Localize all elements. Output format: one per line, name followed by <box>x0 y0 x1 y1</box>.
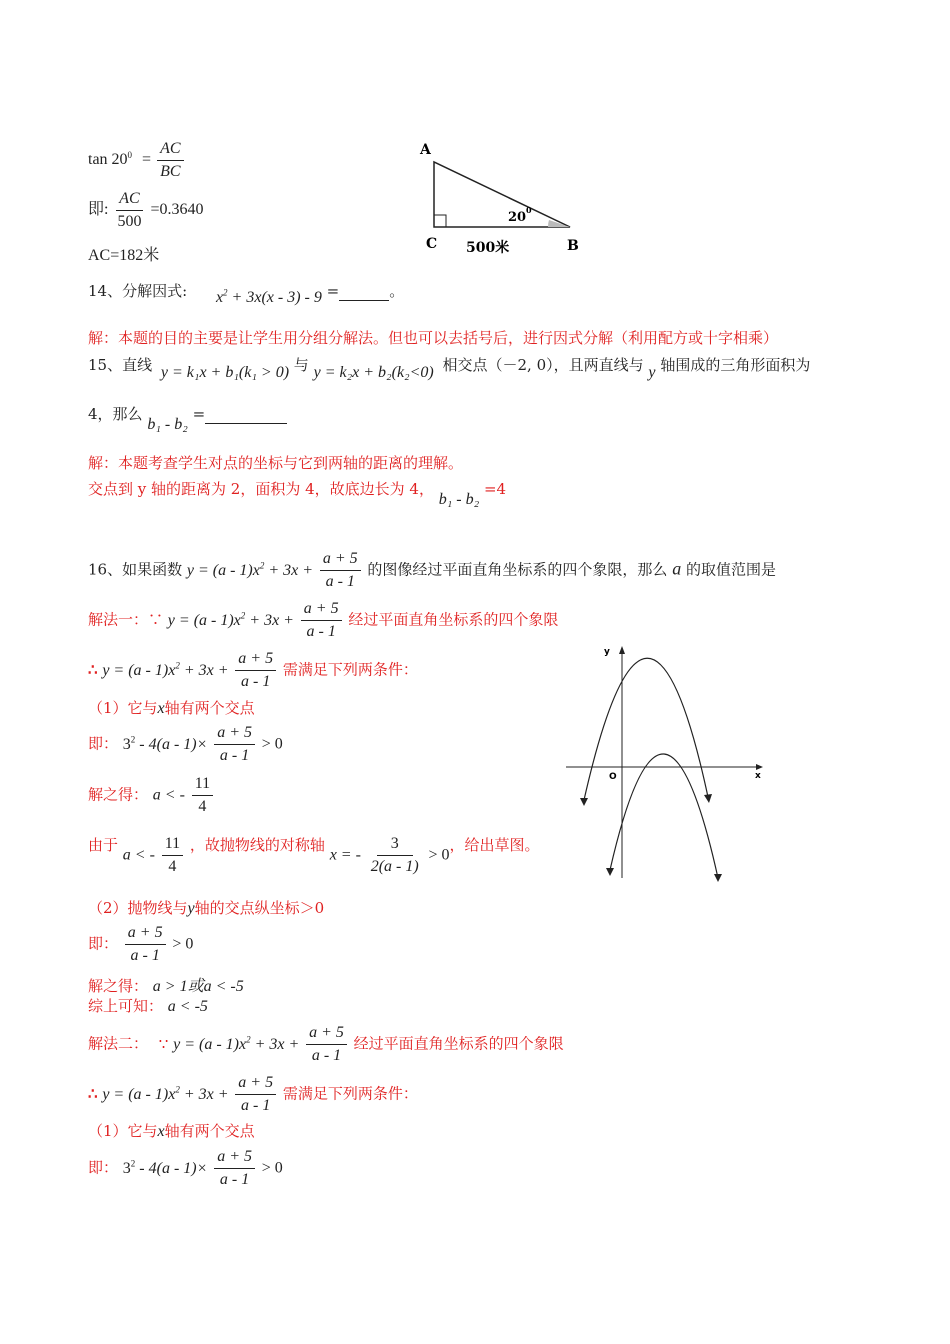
m1-cond1 <box>88 697 255 718</box>
parabola-lower <box>610 754 718 878</box>
ji-denominator: 500 <box>117 213 142 230</box>
m1-cond2-y: y <box>187 900 195 917</box>
m1-therefore-func: $y = (a - 1)x^2 + 3x$ + <box>102 660 229 679</box>
m2t-frac-den: a - 1 <box>241 1097 271 1114</box>
m1-axis-num: 3 <box>377 833 413 856</box>
tan-fraction <box>157 138 183 183</box>
m2-disc <box>88 1146 283 1191</box>
q16-question <box>88 548 776 593</box>
m2-disc-pre: 3 <box>122 1159 131 1177</box>
m2-disc-mid: - 4(a - 1)× <box>135 1159 208 1177</box>
m1d-frac-den: a - 1 <box>219 747 250 764</box>
q14-question <box>88 280 405 306</box>
m2-fraction <box>306 1022 347 1067</box>
m1-therefore-sign: ∴ <box>88 660 98 679</box>
q16-text-pre: 16、如果函数 <box>88 560 183 579</box>
m1-fraction <box>301 598 342 643</box>
tan-denominator: BC <box>160 163 181 180</box>
m1-disc-mid: - 4(a - 1)× <box>135 735 208 753</box>
q15-conj: 与 <box>293 356 309 374</box>
m2-disc-frac <box>214 1146 255 1191</box>
vertex-a-label: A <box>420 142 431 158</box>
m1-axis-pre: x = - <box>329 846 361 864</box>
m2-cond1-x: x <box>157 1123 165 1140</box>
m1-cond2-eq <box>88 922 193 967</box>
m2-therefore-func: $y = (a - 1)x^2 + 3x$ + <box>102 1084 229 1103</box>
m2-disc-expr: $3^2 - 4(a - 1)\times$ <box>122 1158 208 1177</box>
y-axis-label: y <box>604 647 610 657</box>
m1-cond1-pre: （1）它与 <box>88 699 158 717</box>
m1c2-frac-den: a - 1 <box>130 947 160 964</box>
q15-sol2-text: 交点到 y 轴的距离为 2，面积为 4，故底边长为 4， <box>88 480 434 498</box>
m1c2-frac-num: a + 5 <box>125 922 166 945</box>
parabola-lower-arrow-right <box>714 874 722 882</box>
m1-cond2-pre: （2）抛物线与 <box>88 899 188 917</box>
parabola-upper-arrow-right <box>704 794 712 803</box>
q14-expression <box>216 289 322 306</box>
m1-axis-frac <box>368 833 422 878</box>
m1-cond2-frac <box>125 922 166 967</box>
m1-frac-den: a - 1 <box>306 623 336 640</box>
q15-rest2: 轴围成的三角形面积为 <box>660 356 811 374</box>
m1-ji-2: 即： <box>88 934 119 953</box>
q16-frac-den: a - 1 <box>325 573 355 590</box>
m1-solve1-den: 4 <box>198 798 207 815</box>
m1-disc-post: > 0 <box>261 735 283 753</box>
q15-expr: b₁ - b₂ <box>147 416 188 433</box>
m1-solve-label: 解之得： <box>88 785 149 804</box>
parabola-sketch <box>560 642 770 882</box>
q15-equals: = <box>192 405 206 423</box>
m1-func-mid: + 3x + <box>245 611 294 629</box>
x-axis-label: x <box>755 771 761 781</box>
q14-end: 。 <box>389 282 405 300</box>
q14-answer-blank <box>339 300 389 301</box>
parabola-upper <box>584 658 708 800</box>
m1-need: 需满足下列两条件： <box>282 660 418 679</box>
m1t-fraction <box>235 648 276 693</box>
m1-cond1-x: x <box>157 700 165 717</box>
q15-answer-blank <box>205 423 287 424</box>
triangle-shape <box>434 162 570 227</box>
m1-axis-post: > 0 <box>428 846 450 864</box>
q15-question-line1 <box>88 354 811 381</box>
y-axis-arrow <box>619 646 625 654</box>
q15-yvar: y <box>648 364 656 381</box>
q14-expr-rest: + 3x(x - 3) - 9 <box>227 289 322 306</box>
angle-label: 20 <box>508 210 527 225</box>
triangle-figure <box>410 138 590 263</box>
vertex-c-label: C <box>426 236 438 252</box>
m2-cond1-pre: （1）它与 <box>88 1122 158 1140</box>
m1-ji: 即： <box>88 734 119 753</box>
m2-func-mid: + 3x + <box>250 1035 300 1053</box>
m1t-func-pre: y = (a - 1)x <box>102 661 176 679</box>
m2d-frac-den: a - 1 <box>219 1171 250 1188</box>
tan-degree: 0 <box>127 149 133 160</box>
q16-function: $y = (a - 1)x^2 + 3x$ + <box>186 560 314 579</box>
q15-text: 15、直线 <box>88 356 153 374</box>
m1-func-pre: y = (a - 1)x <box>167 611 241 629</box>
parabola-lower-arrow-left <box>606 868 614 876</box>
m1-cond2 <box>88 897 324 918</box>
m1-disc <box>88 722 283 767</box>
m2-therefore-sign: ∴ <box>88 1084 98 1103</box>
m2-cond1 <box>88 1120 255 1141</box>
m1-since-mid: ，故抛物线的对称轴 <box>189 835 325 854</box>
m1t-frac-den: a - 1 <box>241 673 271 690</box>
q16-text-post: 的图像经过平面直角坐标系的四个象限，那么 <box>367 560 668 579</box>
tan-equals: = <box>142 151 152 169</box>
m1-intro <box>88 598 558 643</box>
parabola-upper-arrow-left <box>580 798 588 806</box>
m2-need: 需满足下列两条件： <box>282 1084 418 1103</box>
m2d-frac-num: a + 5 <box>214 1146 255 1169</box>
m2-intro <box>88 1022 564 1067</box>
m1-since-num: 11 <box>162 833 183 856</box>
m1-solve1-num: 11 <box>192 773 213 796</box>
q15-rest: 相交点（－2, 0），且两直线与 <box>442 356 644 374</box>
q16-avar: a <box>672 558 682 579</box>
ji-numerator: AC <box>116 188 142 211</box>
x-axis-arrow <box>756 764 763 770</box>
q15-solution-2 <box>88 478 507 508</box>
q15-line2: y = k₂x + b₂(k₂<0) <box>313 364 434 381</box>
q14-expr-x: x <box>215 289 224 306</box>
m2-frac-den: a - 1 <box>311 1047 342 1064</box>
m1-since-a: a < - <box>122 846 155 864</box>
q14-expr-sup: 2 <box>223 287 228 298</box>
m1-label: 解法一：∵ <box>88 610 164 629</box>
right-angle-mark <box>434 215 446 227</box>
ji-prefix: 即: <box>88 201 109 219</box>
q15-cont: 4，那么 <box>88 405 143 423</box>
vertex-b-label: B <box>567 238 579 254</box>
m2-cond1-post: 轴有两个交点 <box>164 1122 255 1140</box>
m1-since-end: ，给出草图。 <box>449 835 540 854</box>
m1-since <box>88 833 540 878</box>
m1-solve2-expr: a > 1或a < -5 <box>152 978 244 995</box>
m1-cond2-post-expr: > 0 <box>172 935 194 953</box>
m2t-frac-num: a + 5 <box>235 1072 276 1095</box>
m2-function: $y = (a - 1)x^2 + 3x$ + <box>173 1034 300 1053</box>
tan-numerator: AC <box>157 138 183 161</box>
ji-equation <box>88 188 203 233</box>
m1t-func-mid: + 3x + <box>179 661 229 679</box>
m2-frac-num: a + 5 <box>306 1022 347 1045</box>
m1-function: $y = (a - 1)x^2 + 3x$ + <box>167 610 294 629</box>
q16-func-pre: y = (a - 1)x <box>186 561 260 579</box>
q16-frac-num: a + 5 <box>320 548 361 571</box>
ji-fraction <box>114 188 144 233</box>
q16-fraction <box>320 548 361 593</box>
m2-label: 解法二： <box>88 1034 149 1053</box>
ji-value: =0.3640 <box>150 201 204 219</box>
ac-result: AC=182米 <box>88 247 160 264</box>
m1-summary-label: 综上可知： <box>88 997 164 1015</box>
base-length-label: 500米 <box>466 240 510 256</box>
m1-disc-pre: 3 <box>122 735 131 753</box>
m1-solve2 <box>88 973 244 996</box>
q14-equals: = <box>326 282 340 300</box>
tan-equation <box>88 138 186 183</box>
q15-solution-1: 解：本题考查学生对点的坐标与它到两轴的距离的理解。 <box>88 454 464 472</box>
tan-label: tan 20 <box>88 151 128 169</box>
q14-text: 14、分解因式: <box>88 282 188 300</box>
m1-since-frac <box>162 833 183 878</box>
m1-disc-frac <box>214 722 255 767</box>
q16-func-mid: + 3x + <box>264 561 314 579</box>
angle-degree: 0 <box>526 205 532 215</box>
m2t-func-pre: y = (a - 1)x <box>102 1085 176 1103</box>
m1-axis-den: 2(a - 1) <box>370 858 419 875</box>
m1t-frac-num: a + 5 <box>235 648 276 671</box>
m1-solve1 <box>88 773 215 818</box>
q15-sol2-expr: b₁ - b₂ <box>438 491 480 508</box>
m1-summary-expr: a < -5 <box>167 998 208 1015</box>
q14-solution: 解：本题的目的主要是让学生用分组分解法。但也可以去括号后，进行因式分解（利用配方或十字相乘） <box>88 329 779 347</box>
m1-solve2-label: 解之得： <box>88 977 149 995</box>
m1-cond2-post: 轴的交点纵坐标＞0 <box>194 899 325 917</box>
q15-line1: y = k₁x + b₁(k₁ > 0) <box>160 364 290 381</box>
m1-frac-num: a + 5 <box>301 598 342 621</box>
q15-question-line2 <box>88 403 287 433</box>
m2-therefore <box>88 1072 418 1117</box>
origin-label: O <box>609 772 617 782</box>
m2-disc-post: > 0 <box>261 1159 283 1177</box>
m2t-fraction <box>235 1072 276 1117</box>
m1-since-pre: 由于 <box>88 835 119 854</box>
m2-tail: 经过平面直角坐标系的四个象限 <box>353 1034 564 1053</box>
m2-because: ∵ <box>158 1034 169 1053</box>
q16-text-end: 的取值范围是 <box>686 560 777 579</box>
m1-summary <box>88 995 208 1016</box>
m1-since-den: 4 <box>168 858 177 875</box>
m1-solve1-frac <box>192 773 213 818</box>
m1-cond1-post: 轴有两个交点 <box>164 699 255 717</box>
m1-disc-expr: $3^2 - 4(a - 1)\times$ <box>122 734 208 753</box>
m2t-func-mid: + 3x + <box>179 1085 229 1103</box>
m1d-frac-num: a + 5 <box>214 722 255 745</box>
q15-sol2-value: =4 <box>483 480 507 498</box>
m2-ji: 即： <box>88 1158 119 1177</box>
m1-tail: 经过平面直角坐标系的四个象限 <box>348 610 559 629</box>
m1-solve1-pre: a < - <box>152 786 185 804</box>
m2-func-pre: y = (a - 1)x <box>173 1035 247 1053</box>
m1-therefore <box>88 648 418 693</box>
